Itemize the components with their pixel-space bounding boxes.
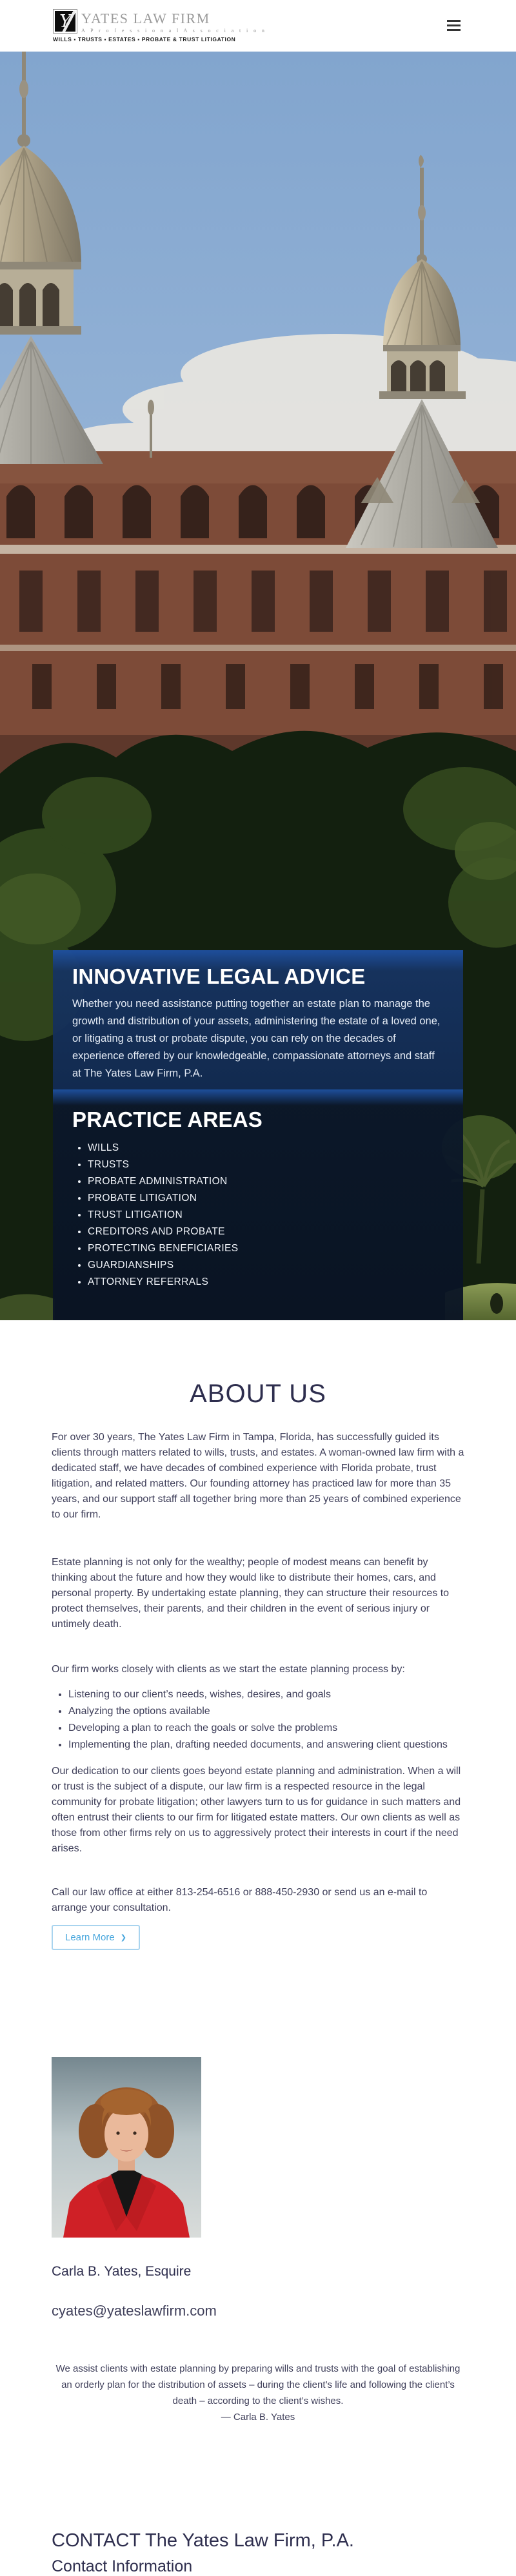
practice-area-item: • PROTECTING BENEFICIARIES: [88, 1240, 444, 1257]
attorney-portrait-photo: [52, 2057, 201, 2238]
practice-area-item: • PROBATE LITIGATION: [88, 1190, 444, 1207]
practice-areas-panel: [53, 1089, 463, 1320]
practice-areas-list: [72, 1140, 444, 1291]
contact-subtitle: Contact Information: [52, 2557, 193, 2575]
hero-section: [0, 52, 516, 1320]
contact-section: [0, 2530, 516, 2576]
logo-firm-name: YATES LAW FIRM: [81, 10, 210, 26]
logo-monogram-icon: [53, 9, 77, 34]
hero-intro-body: Whether you need assistance putting together an estate plan to manage the growth and distribution of your assets, administering the estate of a loved one, or litigating a trust or probate dispute, you can rely on the decades of experience offered by our knowledgeable, compassionate attorneys and staff at The Yates Law Firm, P.A.: [72, 998, 441, 1079]
quote-attribution: — Carla B. Yates: [221, 2412, 295, 2423]
about-section: [0, 1378, 516, 2425]
process-step: • Developing a plan to reach the goals or solve the problems: [68, 1720, 464, 1737]
logo-monogram-letter: Y: [55, 11, 75, 32]
attorney-email-link[interactable]: cyates@yateslawfirm.com: [52, 2303, 217, 2319]
logo-row: [53, 9, 266, 34]
chevron-right-icon: ❯: [120, 1934, 126, 1942]
about-paragraph-2: Estate planning is not only for the wealthy; people of modest means can benefit by thinking about the future and how they would like to distribute their homes, cars, and personal property. By undertaking estate planning, they can structure their resources to protect themselves, their parents, and their children in the event of serious injury or untimely death.: [52, 1557, 450, 1630]
process-step: • Listening to our client’s needs, wishes, desires, and goals: [68, 1686, 464, 1703]
hero-intro-panel: [53, 950, 463, 1089]
practice-area-item: • TRUST LITIGATION: [88, 1207, 444, 1224]
practice-area-item: • WILLS: [88, 1140, 444, 1156]
logo-tagline: WILLS ▪ TRUSTS ▪ ESTATES ▪ PROBATE & TRUST LITIGATION: [53, 36, 236, 43]
practice-area-item: • ATTORNEY REFERRALS: [88, 1274, 444, 1291]
practice-area-item: • GUARDIANSHIPS: [88, 1257, 444, 1274]
about-paragraph-3: Our dedication to our clients goes beyond estate planning and administration. When a will or trust is the subject of a dispute, our law firm is a respected resource in the legal community for probate litigation; other lawyers turn to us for guidance in such matters and often entrust their clients to our firm for litigated estate matters. Our own clients as well as those from other firms rely on us to aggressively protect their interests in court if the need arises.: [52, 1766, 461, 1854]
process-steps-list: [52, 1686, 464, 1753]
about-paragraph-1: For over 30 years, The Yates Law Firm in Tampa, Florida, has successfully guided its clients through matters related to wills, trusts, and estates. A woman-owned law firm with a dedicated staff, we have decades of combined experience with Florida probate, trust litigation, and related matters. Our founding attorney has practiced law for more than 35 years, and our support staff all together bring more than 25 years of combined experience to our firm.: [52, 1432, 464, 1520]
process-step: • Analyzing the options available: [68, 1703, 464, 1720]
practice-area-item: • CREDITORS AND PROBATE: [88, 1224, 444, 1240]
contact-title: CONTACT The Yates Law Firm, P.A.: [52, 2530, 354, 2551]
site-logo[interactable]: [53, 9, 266, 43]
attorney-name: Carla B. Yates, Esquire: [52, 2264, 192, 2279]
learn-more-label: Learn More: [65, 1932, 115, 1943]
consultation-paragraph: Call our law office at either 813-254-6516 or 888-450-2930 or send us an e-mail to arrange your consultation.: [52, 1887, 428, 1913]
hamburger-menu-icon[interactable]: [447, 20, 461, 31]
learn-more-button[interactable]: [52, 1925, 140, 1950]
about-title: ABOUT US: [190, 1380, 326, 1408]
logo-text-block: [81, 12, 266, 34]
hero-intro-title: INNOVATIVE LEGAL ADVICE: [72, 964, 366, 988]
process-intro: Our firm works closely with clients as we start the estate planning process by:: [52, 1664, 405, 1675]
quote-text: We assist clients with estate planning by preparing wills and trusts with the goal of establishing an orderly plan for the distribution of assets – during the client’s life and following the client’s death – according to the client’s wishes.: [55, 2363, 461, 2406]
practice-area-item: • TRUSTS: [88, 1156, 444, 1173]
practice-area-item: • PROBATE ADMINISTRATION: [88, 1173, 444, 1190]
process-step: • Implementing the plan, drafting needed documents, and answering client questions: [68, 1737, 464, 1753]
logo-subtitle: A P r o f e s s i o n a l A s s o c i a t i o n: [81, 28, 267, 34]
site-header: [0, 0, 516, 52]
practice-areas-title: PRACTICE AREAS: [72, 1107, 263, 1131]
attorney-quote: [52, 2361, 464, 2425]
